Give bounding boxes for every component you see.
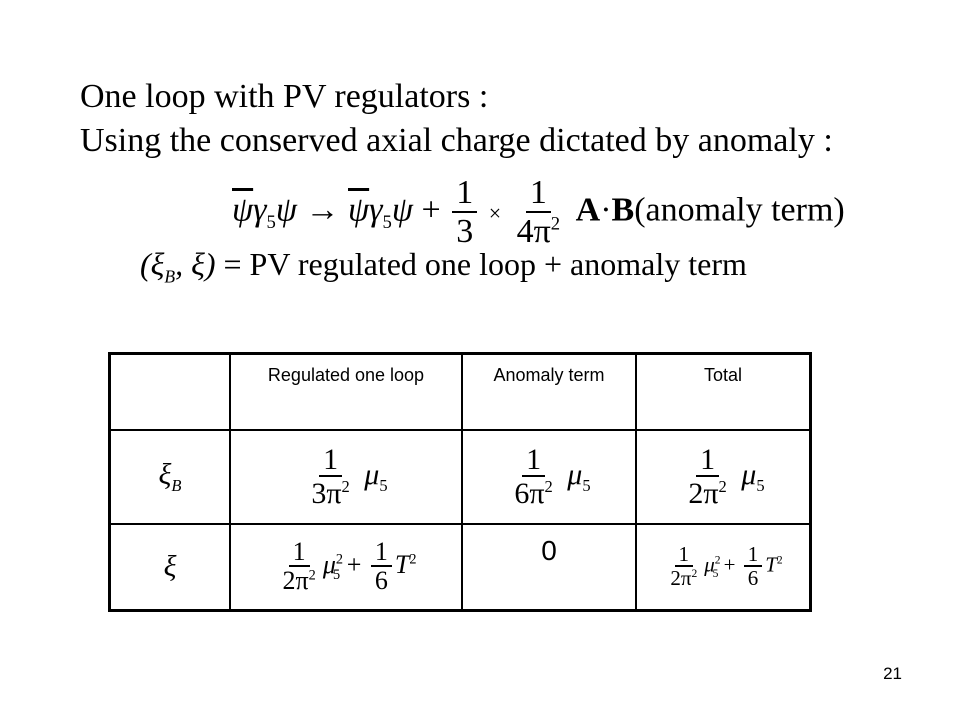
slide-subtitle: Using the conserved axial charge dictated by anomaly : [80, 122, 833, 159]
page-number: 21 [883, 664, 902, 683]
frac2-den: $4\pi^2$ [516, 212, 561, 250]
header-total: Total [636, 354, 811, 431]
symbol-xi: ξ [110, 524, 231, 611]
equation-axial-charge: $\overline{\psi}\gamma_5\psi \to \overline{\psi}\gamma_5\psi$ + $\frac{1}{3}$ × $\frac{1}{4\pi^2}$ A·B(anomaly term) [232, 174, 845, 250]
gamma-2: γ [369, 191, 383, 229]
eq2-lhs-sub: B [164, 266, 176, 287]
fraction-one-third [452, 175, 477, 250]
header-empty [110, 354, 231, 431]
xi-anomaly: 0 [462, 524, 636, 611]
table-row-xi-b [110, 430, 811, 524]
gamma-sub: 5 [266, 212, 276, 234]
slide-title: One loop with PV regulators : [80, 78, 489, 115]
psi: ψ [275, 191, 297, 229]
header-anomaly-term: Anomaly term [462, 354, 636, 431]
xi-total: $\frac{1}{2\pi^2}$ $\mu^2_5$ + $\frac{1}{6}$ $T^2$ [636, 524, 811, 611]
xi-b-total: $\frac{1}{2\pi^2}$ $\mu_5$ [636, 430, 811, 524]
eq2-lhs: (ξ [140, 246, 165, 282]
vector-B: B [611, 191, 635, 229]
xi-regulated: $\frac{1}{2\pi^2}$ $\mu^2_5$ + $\frac{1}{6}$ $T^2$ [230, 524, 462, 611]
frac1-num: 1 [452, 175, 477, 213]
header-regulated-one-loop: Regulated one loop [230, 354, 462, 431]
times-sign: × [488, 200, 502, 226]
results-table [108, 352, 812, 612]
xi-b-regulated: $\frac{1}{3\pi^2}$ $\mu_5$ [230, 430, 462, 524]
frac1-den: 3 [456, 212, 474, 250]
gamma-sub-2: 5 [382, 212, 392, 234]
eq2-rhs: = PV regulated one loop + anomaly term [215, 246, 747, 282]
gamma: γ [253, 191, 267, 229]
psi-2: ψ [391, 191, 413, 229]
psi-bar-2: $\overline{\psi}$ [348, 191, 370, 229]
symbol-xi-b: $\xi_B$ [110, 430, 231, 524]
frac2-num: 1 [526, 175, 551, 213]
equation-pv-regulated [140, 246, 747, 287]
arrow: → [305, 191, 340, 229]
table-row-xi [110, 524, 811, 611]
anomaly-term-label: (anomaly term) [634, 191, 845, 229]
dot-operator: · [600, 191, 612, 229]
vector-A: A [575, 191, 601, 229]
xi-b-anomaly: $\frac{1}{6\pi^2}$ $\mu_5$ [462, 430, 636, 524]
table-header-row [110, 354, 811, 431]
psi-bar: $\overline{\psi}$ [232, 191, 254, 229]
eq2-lhs-rest: , ξ) [175, 246, 216, 282]
fraction-one-over-4pi2 [513, 175, 565, 250]
